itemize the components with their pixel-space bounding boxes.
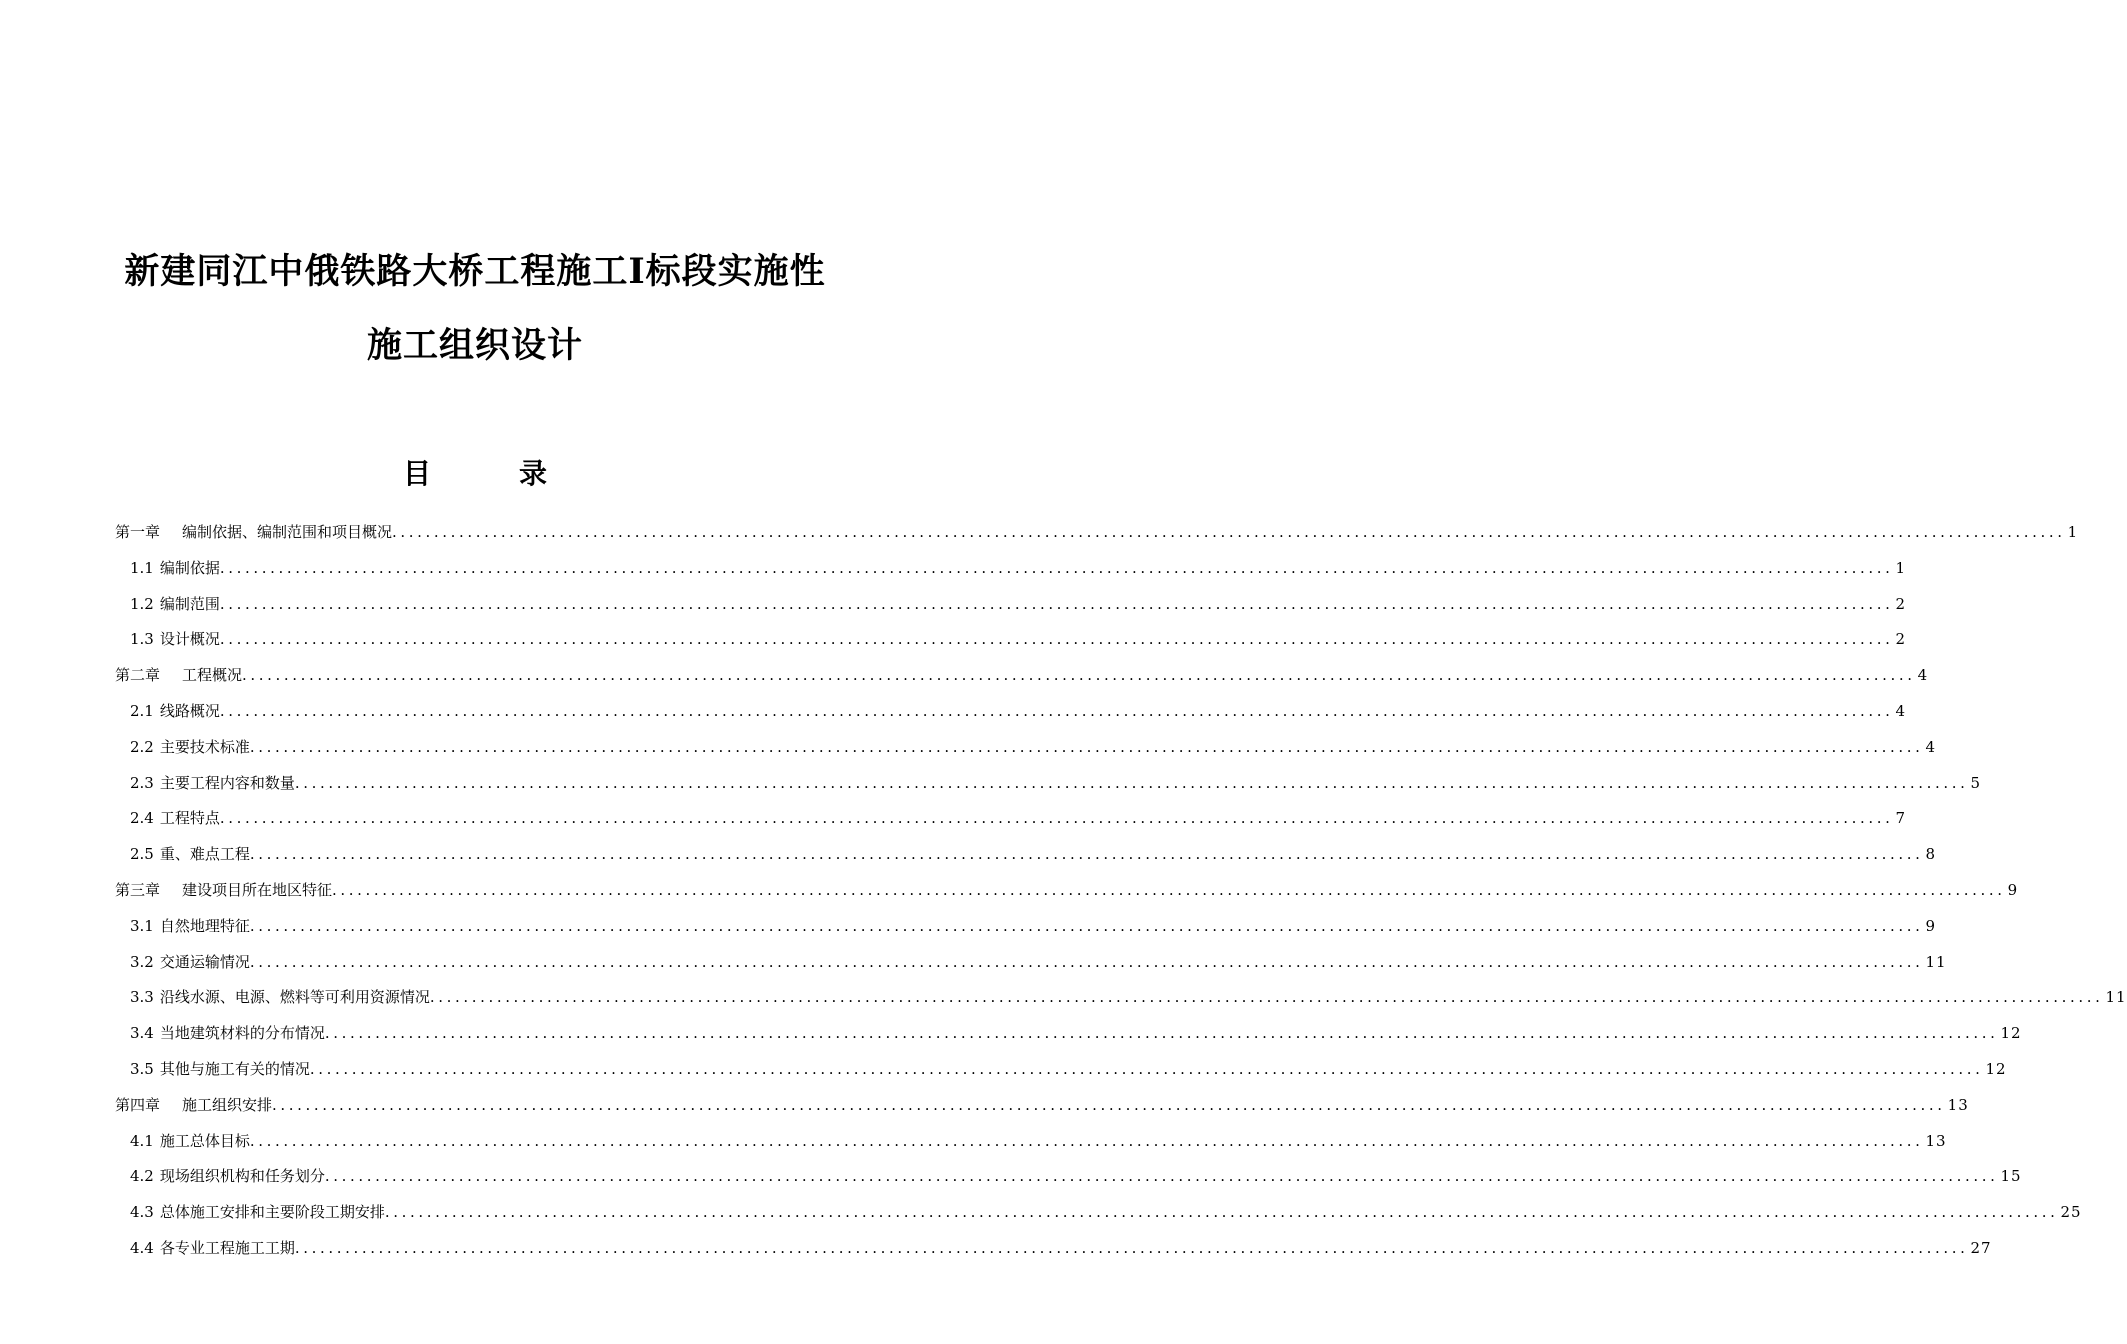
toc-entry-page: 4	[1925, 737, 1937, 756]
toc-leader-dots: ........................................................................................................................................................................................................	[249, 952, 1924, 971]
toc-entry[interactable]	[115, 771, 1982, 807]
table-of-contents	[115, 520, 2127, 1272]
toc-entry-page: 9	[1925, 916, 1937, 935]
toc-leader-dots: ........................................................................................................................................................................................................	[309, 1059, 1984, 1078]
toc-leader-dots: ........................................................................................................................................................................................................	[249, 845, 1924, 864]
toc-leader-dots: ........................................................................................................................................................................................................	[249, 916, 1924, 935]
toc-entry-number: 2.5	[130, 845, 154, 864]
toc-entry-label	[130, 806, 220, 830]
toc-entry-page: 13	[1947, 1095, 1969, 1114]
toc-leader-dots: ........................................................................................................................................................................................................	[294, 1238, 1969, 1257]
toc-entry-page: 2	[1895, 594, 1907, 613]
toc-entry-number: 4.2	[130, 1167, 154, 1186]
toc-entry[interactable]	[115, 878, 2019, 914]
toc-entry[interactable]	[115, 985, 2127, 1021]
toc-entry-page: 2	[1895, 630, 1907, 649]
toc-entry-number: 3.4	[130, 1024, 154, 1043]
toc-leader-dots: ........................................................................................................................................................................................................	[324, 1024, 1999, 1043]
toc-entry[interactable]	[115, 663, 1929, 699]
toc-entry-title: 主要技术标准	[159, 737, 250, 756]
toc-entry-label	[130, 1200, 385, 1224]
toc-leader-dots: ........................................................................................................................................................................................................	[294, 773, 1969, 792]
toc-heading-right: 录	[519, 457, 548, 490]
toc-entry-page: 12	[1985, 1059, 2007, 1078]
toc-entry-label	[130, 1129, 250, 1153]
toc-entry-title: 各专业工程施工工期	[159, 1238, 295, 1257]
toc-entry-label	[130, 950, 250, 974]
toc-leader-dots: ........................................................................................................................................................................................................	[272, 1095, 1946, 1114]
toc-entry[interactable]	[115, 1057, 2007, 1093]
toc-leader-dots: ........................................................................................................................................................................................................	[429, 988, 2104, 1007]
toc-entry-page: 25	[2060, 1203, 2082, 1222]
toc-entry-page: 15	[2000, 1167, 2022, 1186]
toc-entry-number: 4.3	[130, 1203, 154, 1222]
toc-entry[interactable]	[115, 627, 1907, 663]
toc-entry-title: 编制依据	[159, 558, 220, 577]
toc-entry-title: 工程特点	[159, 809, 220, 828]
toc-entry-number: 3.5	[130, 1059, 154, 1078]
document-title-line2: 施工组织设计	[366, 325, 583, 366]
toc-entry[interactable]	[115, 1164, 2022, 1200]
toc-entry-title: 交通运输情况	[159, 952, 250, 971]
toc-entry-number: 第二章	[115, 666, 161, 685]
toc-entry[interactable]	[115, 950, 1947, 986]
toc-entry-number: 第一章	[115, 523, 161, 541]
toc-entry-title: 现场组织机构和任务划分	[159, 1167, 325, 1186]
toc-entry-title: 其他与施工有关的情况	[159, 1059, 310, 1078]
toc-entry-label	[130, 985, 430, 1009]
toc-entry[interactable]	[115, 1236, 1992, 1272]
toc-entry-number: 3.2	[130, 952, 154, 971]
toc-entry-title: 工程概况	[182, 666, 243, 685]
toc-entry-page: 9	[2007, 880, 2019, 899]
toc-leader-dots: ........................................................................................................................................................................................................	[242, 666, 1916, 685]
toc-entry[interactable]	[115, 556, 1907, 592]
toc-entry-title: 编制依据、编制范围和项目概况	[182, 523, 393, 541]
toc-entry-page: 13	[1925, 1131, 1947, 1150]
toc-entry-number: 1.2	[130, 594, 154, 613]
toc-entry-number: 2.3	[130, 773, 154, 792]
toc-entry-number: 2.1	[130, 701, 154, 720]
toc-entry-number: 3.1	[130, 916, 154, 935]
toc-entry-number: 1.1	[130, 558, 154, 577]
toc-entry-page: 11	[2105, 988, 2127, 1007]
toc-entry-label	[130, 735, 250, 759]
toc-entry-label	[130, 592, 220, 616]
toc-entry-title: 沿线水源、电源、燃料等可利用资源情况	[159, 988, 430, 1007]
toc-entry-label	[130, 556, 220, 580]
toc-entry-label	[130, 842, 250, 866]
toc-entry-number: 第四章	[115, 1095, 161, 1114]
toc-entry-label	[130, 1057, 310, 1081]
toc-entry-page: 11	[1925, 952, 1947, 971]
toc-leader-dots: ........................................................................................................................................................................................................	[249, 737, 1924, 756]
toc-entry-label	[115, 663, 242, 687]
toc-entry[interactable]	[115, 520, 2079, 556]
toc-entry-label	[115, 1093, 272, 1117]
toc-entry-label	[130, 627, 220, 651]
toc-entry[interactable]	[115, 699, 1907, 735]
toc-entry-number: 1.3	[130, 630, 154, 649]
toc-entry[interactable]	[115, 842, 1937, 878]
toc-entry-title: 总体施工安排和主要阶段工期安排	[159, 1203, 385, 1222]
toc-entry-page: 12	[2000, 1024, 2022, 1043]
toc-entry-title: 施工组织安排	[182, 1095, 273, 1114]
toc-entry-title: 主要工程内容和数量	[159, 773, 295, 792]
toc-leader-dots: ........................................................................................................................................................................................................	[332, 880, 2006, 899]
toc-entry[interactable]	[115, 735, 1937, 771]
toc-entry-label	[130, 914, 250, 938]
toc-entry-label	[130, 1164, 325, 1188]
toc-entry[interactable]	[115, 1200, 2082, 1236]
toc-entry-page: 4	[1917, 666, 1929, 685]
document-title-line1: 新建同江中俄铁路大桥工程施工Ⅰ标段实施性	[124, 251, 826, 292]
toc-entry-title: 设计概况	[159, 630, 220, 649]
toc-entry-title: 当地建筑材料的分布情况	[159, 1024, 325, 1043]
toc-entry[interactable]	[115, 1129, 1947, 1165]
toc-entry-page: 27	[1970, 1238, 1992, 1257]
toc-entry[interactable]	[115, 1021, 2022, 1057]
toc-entry[interactable]	[115, 1093, 1969, 1129]
toc-entry-title: 建设项目所在地区特征	[182, 880, 333, 899]
toc-entry-page: 5	[1970, 773, 1982, 792]
toc-entry-label	[130, 1021, 325, 1045]
toc-leader-dots: ........................................................................................................................................................................................................	[324, 1167, 1999, 1186]
toc-entry-label	[130, 699, 220, 723]
toc-entry-page: 4	[1895, 701, 1907, 720]
toc-heading	[0, 452, 950, 492]
toc-entry-number: 4.4	[130, 1238, 154, 1257]
toc-entry[interactable]	[115, 914, 1937, 950]
toc-entry-label	[115, 878, 332, 902]
toc-entry-number: 4.1	[130, 1131, 154, 1150]
toc-leader-dots: ........................................................................................................................................................................................................	[219, 594, 1894, 613]
toc-leader-dots: ........................................................................................................................................................................................................	[384, 1203, 2059, 1222]
toc-entry[interactable]	[115, 592, 1907, 628]
toc-entry-number: 第三章	[115, 880, 161, 899]
toc-leader-dots: ........................................................................................................................................................................................................	[219, 809, 1894, 828]
toc-entry-label	[130, 1236, 295, 1260]
toc-entry-number: 3.3	[130, 988, 154, 1007]
toc-entry[interactable]	[115, 806, 1907, 842]
toc-leader-dots: ........................................................................................................................................................................................................	[392, 523, 2066, 541]
toc-heading-left: 目	[402, 457, 431, 490]
toc-entry-title: 线路概况	[159, 701, 220, 720]
toc-entry-number: 2.4	[130, 809, 154, 828]
toc-leader-dots: ........................................................................................................................................................................................................	[219, 558, 1894, 577]
toc-entry-label	[115, 520, 392, 544]
toc-leader-dots: ........................................................................................................................................................................................................	[249, 1131, 1924, 1150]
toc-entry-label	[130, 771, 295, 795]
toc-entry-page: 8	[1925, 845, 1937, 864]
toc-entry-title: 施工总体目标	[159, 1131, 250, 1150]
toc-entry-page: 1	[2067, 523, 2079, 541]
toc-entry-title: 重、难点工程	[159, 845, 250, 864]
toc-entry-page: 1	[1895, 558, 1907, 577]
toc-entry-title: 自然地理特征	[159, 916, 250, 935]
toc-entry-page: 7	[1895, 809, 1907, 828]
toc-entry-number: 2.2	[130, 737, 154, 756]
toc-leader-dots: ........................................................................................................................................................................................................	[219, 701, 1894, 720]
toc-entry-title: 编制范围	[159, 594, 220, 613]
toc-leader-dots: ........................................................................................................................................................................................................	[219, 630, 1894, 649]
